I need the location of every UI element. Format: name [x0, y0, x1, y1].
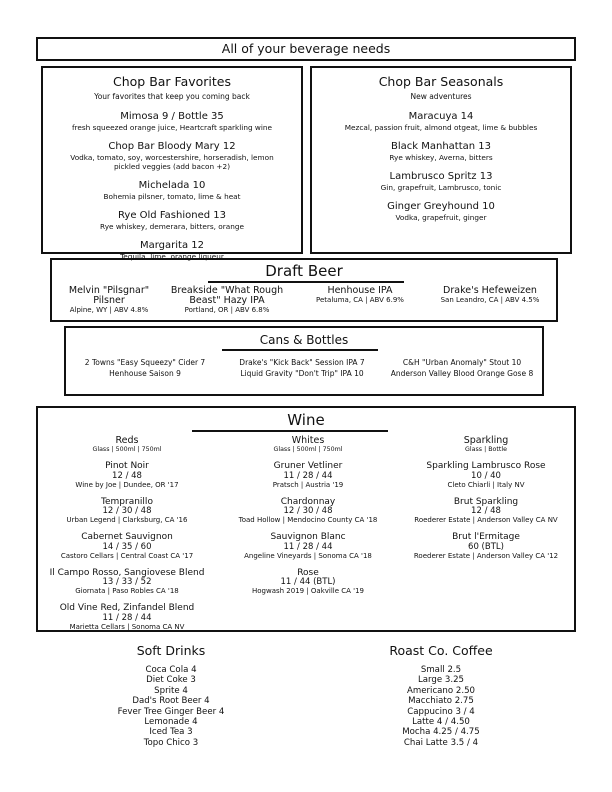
wine-price: 14 / 35 / 60: [102, 541, 152, 552]
soft-drinks-section: [96, 643, 246, 748]
wine-price: 11 / 28 / 44: [283, 470, 333, 481]
can-item: C&H "Urban Anomaly" Stout 10: [402, 358, 522, 367]
wine-price: 12 / 30 / 48: [283, 506, 333, 516]
beer-name: Henhouse IPA: [327, 285, 393, 296]
favorites-subtitle: Your favorites that keep you coming back: [94, 92, 250, 101]
wine-name: Gruner Vetliner: [273, 461, 343, 471]
cans-title-text: Cans & Bottles: [259, 333, 349, 347]
wine-origin: Cleto Chiarli | Italy NV: [447, 480, 525, 489]
wine-origin: Urban Legend | Clarksburg, CA '16: [66, 516, 188, 524]
cans-column: [222, 357, 382, 379]
list-item: Cappucino 3 / 4: [407, 706, 475, 717]
wine-origin: Roederer Estate | Anderson Valley CA NV: [414, 516, 558, 524]
beer-origin: Alpine, WY | ABV 4.8%: [69, 306, 149, 314]
list-item: Small 2.5: [420, 665, 462, 675]
list-item: Iced Tea 3: [149, 727, 193, 738]
wine-item: [398, 533, 574, 561]
item-desc: Vodka, grapefruit, ginger: [395, 213, 487, 222]
wine-item: [38, 604, 216, 632]
item-desc-line2: pickled veggies (add bacon +2): [113, 162, 231, 171]
item-desc: Rye whiskey, demerara, bitters, orange: [100, 222, 244, 231]
wine-price: 12 / 30 / 48: [102, 506, 152, 516]
wine-price: 11 / 28 / 44: [102, 612, 152, 623]
beer-name: Drake's Hefeweizen: [443, 285, 537, 296]
list-item: Coca Cola 4: [145, 665, 197, 675]
draft-beer-title: [52, 262, 556, 280]
item-name: Margarita 12: [139, 240, 204, 251]
wine-origin: Pratsch | Austria '19: [272, 480, 344, 489]
item-desc: Bohemia pilsner, tomato, lime & heat: [103, 192, 241, 201]
beer-name: Breakside "What Rough: [170, 285, 284, 296]
item-name: Rye Old Fashioned 13: [118, 210, 226, 221]
wine-name: Tempranillo: [101, 496, 153, 507]
wine-item: [216, 462, 400, 490]
wine-column-sub: Glass | 500ml | 750ml: [273, 446, 343, 453]
wine-price: 10 / 40: [471, 470, 501, 481]
draft-beer-title-text: Draft Beer: [265, 262, 343, 280]
menu-item: [312, 141, 570, 162]
can-item: Drake's "Kick Back" Session IPA 7: [239, 358, 365, 367]
wine-name: Brut Sparkling: [453, 496, 519, 507]
menu-header-bar: [36, 37, 576, 61]
favorites-title: Chop Bar Favorites: [112, 74, 232, 89]
wine-name: Chardonnay: [280, 496, 336, 507]
can-item: Henhouse Saison 9: [109, 369, 181, 378]
beer-item: [54, 286, 164, 315]
wine-price: 12 / 48: [112, 470, 142, 481]
favorites-box: [41, 66, 303, 261]
coffee-section: [366, 643, 516, 748]
menu-header-title: All of your beverage needs: [221, 41, 391, 56]
item-name: Maracuya 14: [408, 111, 474, 122]
wine-origin: Marietta Cellars | Sonoma CA NV: [69, 622, 185, 631]
item-name: Lambrusco Spritz 13: [389, 171, 493, 182]
list-item: Sprite 4: [154, 685, 188, 696]
wine-column-head: Whites: [291, 435, 325, 446]
wine-price: 60 (BTL): [468, 541, 504, 552]
wine-price: 11 / 44 (BTL): [280, 577, 336, 587]
wine-name: Cabernet Sauvignon: [81, 532, 173, 542]
item-desc: Vodka, tomato, soy, worcestershire, horseradish, lemon: [70, 153, 274, 162]
coffee-title: Roast Co. Coffee: [389, 643, 493, 658]
item-desc: Gin, grapefruit, Lambrusco, tonic: [380, 183, 502, 192]
list-item: Fever Tree Ginger Beer 4: [117, 706, 225, 717]
draft-beer-rule: [208, 281, 404, 283]
item-desc: fresh squeezed orange juice, Heartcraft sparkling wine: [71, 123, 273, 132]
wine-column-sub: Glass | 500ml | 750ml: [92, 446, 162, 453]
beer-name-line2: Pilsner: [93, 295, 125, 306]
list-item: Dad's Root Beer 4: [132, 696, 210, 707]
wine-name: Il Campo Rosso, Sangiovese Blend: [49, 567, 205, 578]
item-desc: Mezcal, passion fruit, almond otgeat, lime & bubbles: [344, 123, 538, 132]
wine-rule: [192, 430, 388, 432]
menu-item: [312, 111, 570, 132]
wine-price: 11 / 28 / 44: [283, 541, 333, 552]
wine-column-sub: Glass | Bottle: [465, 446, 507, 453]
wine-origin: Wine by Joe | Dundee, OR '17: [75, 480, 179, 489]
menu-item: [312, 171, 570, 192]
beer-item: [424, 286, 556, 305]
wine-column-whites: [216, 436, 400, 596]
wine-name: Pinot Noir: [105, 461, 149, 471]
wine-origin: Castoro Cellars | Central Coast CA '17: [60, 551, 194, 560]
wine-origin: Toad Hollow | Mendocino County CA '18: [238, 516, 378, 524]
wine-name: Rose: [297, 567, 319, 578]
wine-origin: Giornata | Paso Robles CA '18: [75, 587, 179, 595]
wine-title-text: Wine: [287, 411, 325, 429]
beer-origin: Portland, OR | ABV 6.8%: [184, 306, 270, 314]
item-desc: Rye whiskey, Averna, bitters: [389, 153, 493, 162]
can-item: Anderson Valley Blood Orange Gose 8: [390, 369, 534, 378]
list-item: Chai Latte 3.5 / 4: [403, 737, 479, 748]
list-item: Large 3.25: [417, 675, 465, 686]
cans-column: [382, 357, 542, 379]
list-item: Lemonade 4: [144, 717, 198, 728]
beer-name-line2: Beast" Hazy IPA: [189, 295, 265, 306]
cans-bottles-box: [64, 326, 544, 396]
wine-item: [216, 533, 400, 561]
wine-column-sparkling: [398, 436, 574, 561]
seasonals-subtitle: New adventures: [410, 92, 472, 101]
seasonals-box: [310, 66, 572, 254]
item-desc: Tequila, lime, orange liqueur: [120, 252, 224, 261]
can-item: Liquid Gravity "Don't Trip" IPA 10: [240, 369, 364, 378]
wine-title: [38, 411, 574, 429]
beer-name: Melvin "Pilsgnar": [68, 285, 150, 296]
wine-column-head: Sparkling: [463, 435, 509, 446]
list-item: Macchiato 2.75: [408, 696, 474, 707]
wine-item: [216, 569, 400, 597]
wine-name: Brut l'Ermitage: [452, 532, 520, 542]
seasonals-title: Chop Bar Seasonals: [378, 74, 504, 89]
menu-item: [312, 201, 570, 222]
wine-item: [398, 462, 574, 490]
beer-item: [164, 286, 290, 315]
beer-origin: Petaluma, CA | ABV 6.9%: [316, 296, 404, 304]
menu-item: [43, 141, 301, 171]
list-item: Diet Coke 3: [146, 675, 196, 686]
cans-title: [66, 332, 542, 348]
can-item: 2 Towns "Easy Squeezy" Cider 7: [84, 358, 206, 367]
wine-column-reds: [38, 436, 216, 632]
wine-origin: Hogwash 2019 | Oakville CA '19: [251, 587, 365, 595]
wine-name: Sauvignon Blanc: [270, 532, 346, 542]
wine-item: [398, 498, 574, 526]
wine-price: 13 / 33 / 52: [102, 577, 152, 587]
list-item: Topo Chico 3: [143, 737, 199, 748]
wine-origin: Roederer Estate | Anderson Valley CA '12: [413, 551, 559, 560]
wine-item: [38, 569, 216, 597]
beer-item: [296, 286, 424, 305]
menu-item: [43, 111, 301, 132]
item-name: Black Manhattan 13: [390, 141, 491, 152]
cans-column: [68, 357, 222, 379]
wine-item: [216, 498, 400, 526]
wine-price: 12 / 48: [471, 506, 501, 516]
cans-rule: [222, 349, 378, 351]
favorites-list: [43, 111, 301, 261]
wine-column-head: Reds: [115, 435, 139, 446]
list-item: Mocha 4.25 / 4.75: [402, 727, 480, 738]
draft-beer-box: [50, 258, 558, 322]
wine-name: Sparkling Lambrusco Rose: [426, 461, 546, 471]
wine-item: [38, 533, 216, 561]
soft-drinks-title: Soft Drinks: [136, 643, 206, 658]
list-item: Americano 2.50: [406, 685, 476, 696]
item-name: Chop Bar Bloody Mary 12: [108, 141, 236, 152]
menu-item: [43, 210, 301, 231]
list-item: Latte 4 / 4.50: [412, 717, 470, 728]
menu-item: [43, 180, 301, 201]
seasonals-list: [312, 111, 570, 222]
item-name: Mimosa 9 / Bottle 35: [120, 111, 224, 122]
item-name: Ginger Greyhound 10: [387, 201, 495, 212]
wine-item: [38, 498, 216, 526]
wine-box: [36, 406, 576, 632]
wine-item: [38, 462, 216, 490]
beer-origin: San Leandro, CA | ABV 4.5%: [440, 296, 540, 304]
wine-name: Old Vine Red, Zinfandel Blend: [59, 603, 195, 613]
wine-origin: Angeline Vineyards | Sonoma CA '18: [244, 551, 372, 560]
item-name: Michelada 10: [138, 180, 206, 191]
